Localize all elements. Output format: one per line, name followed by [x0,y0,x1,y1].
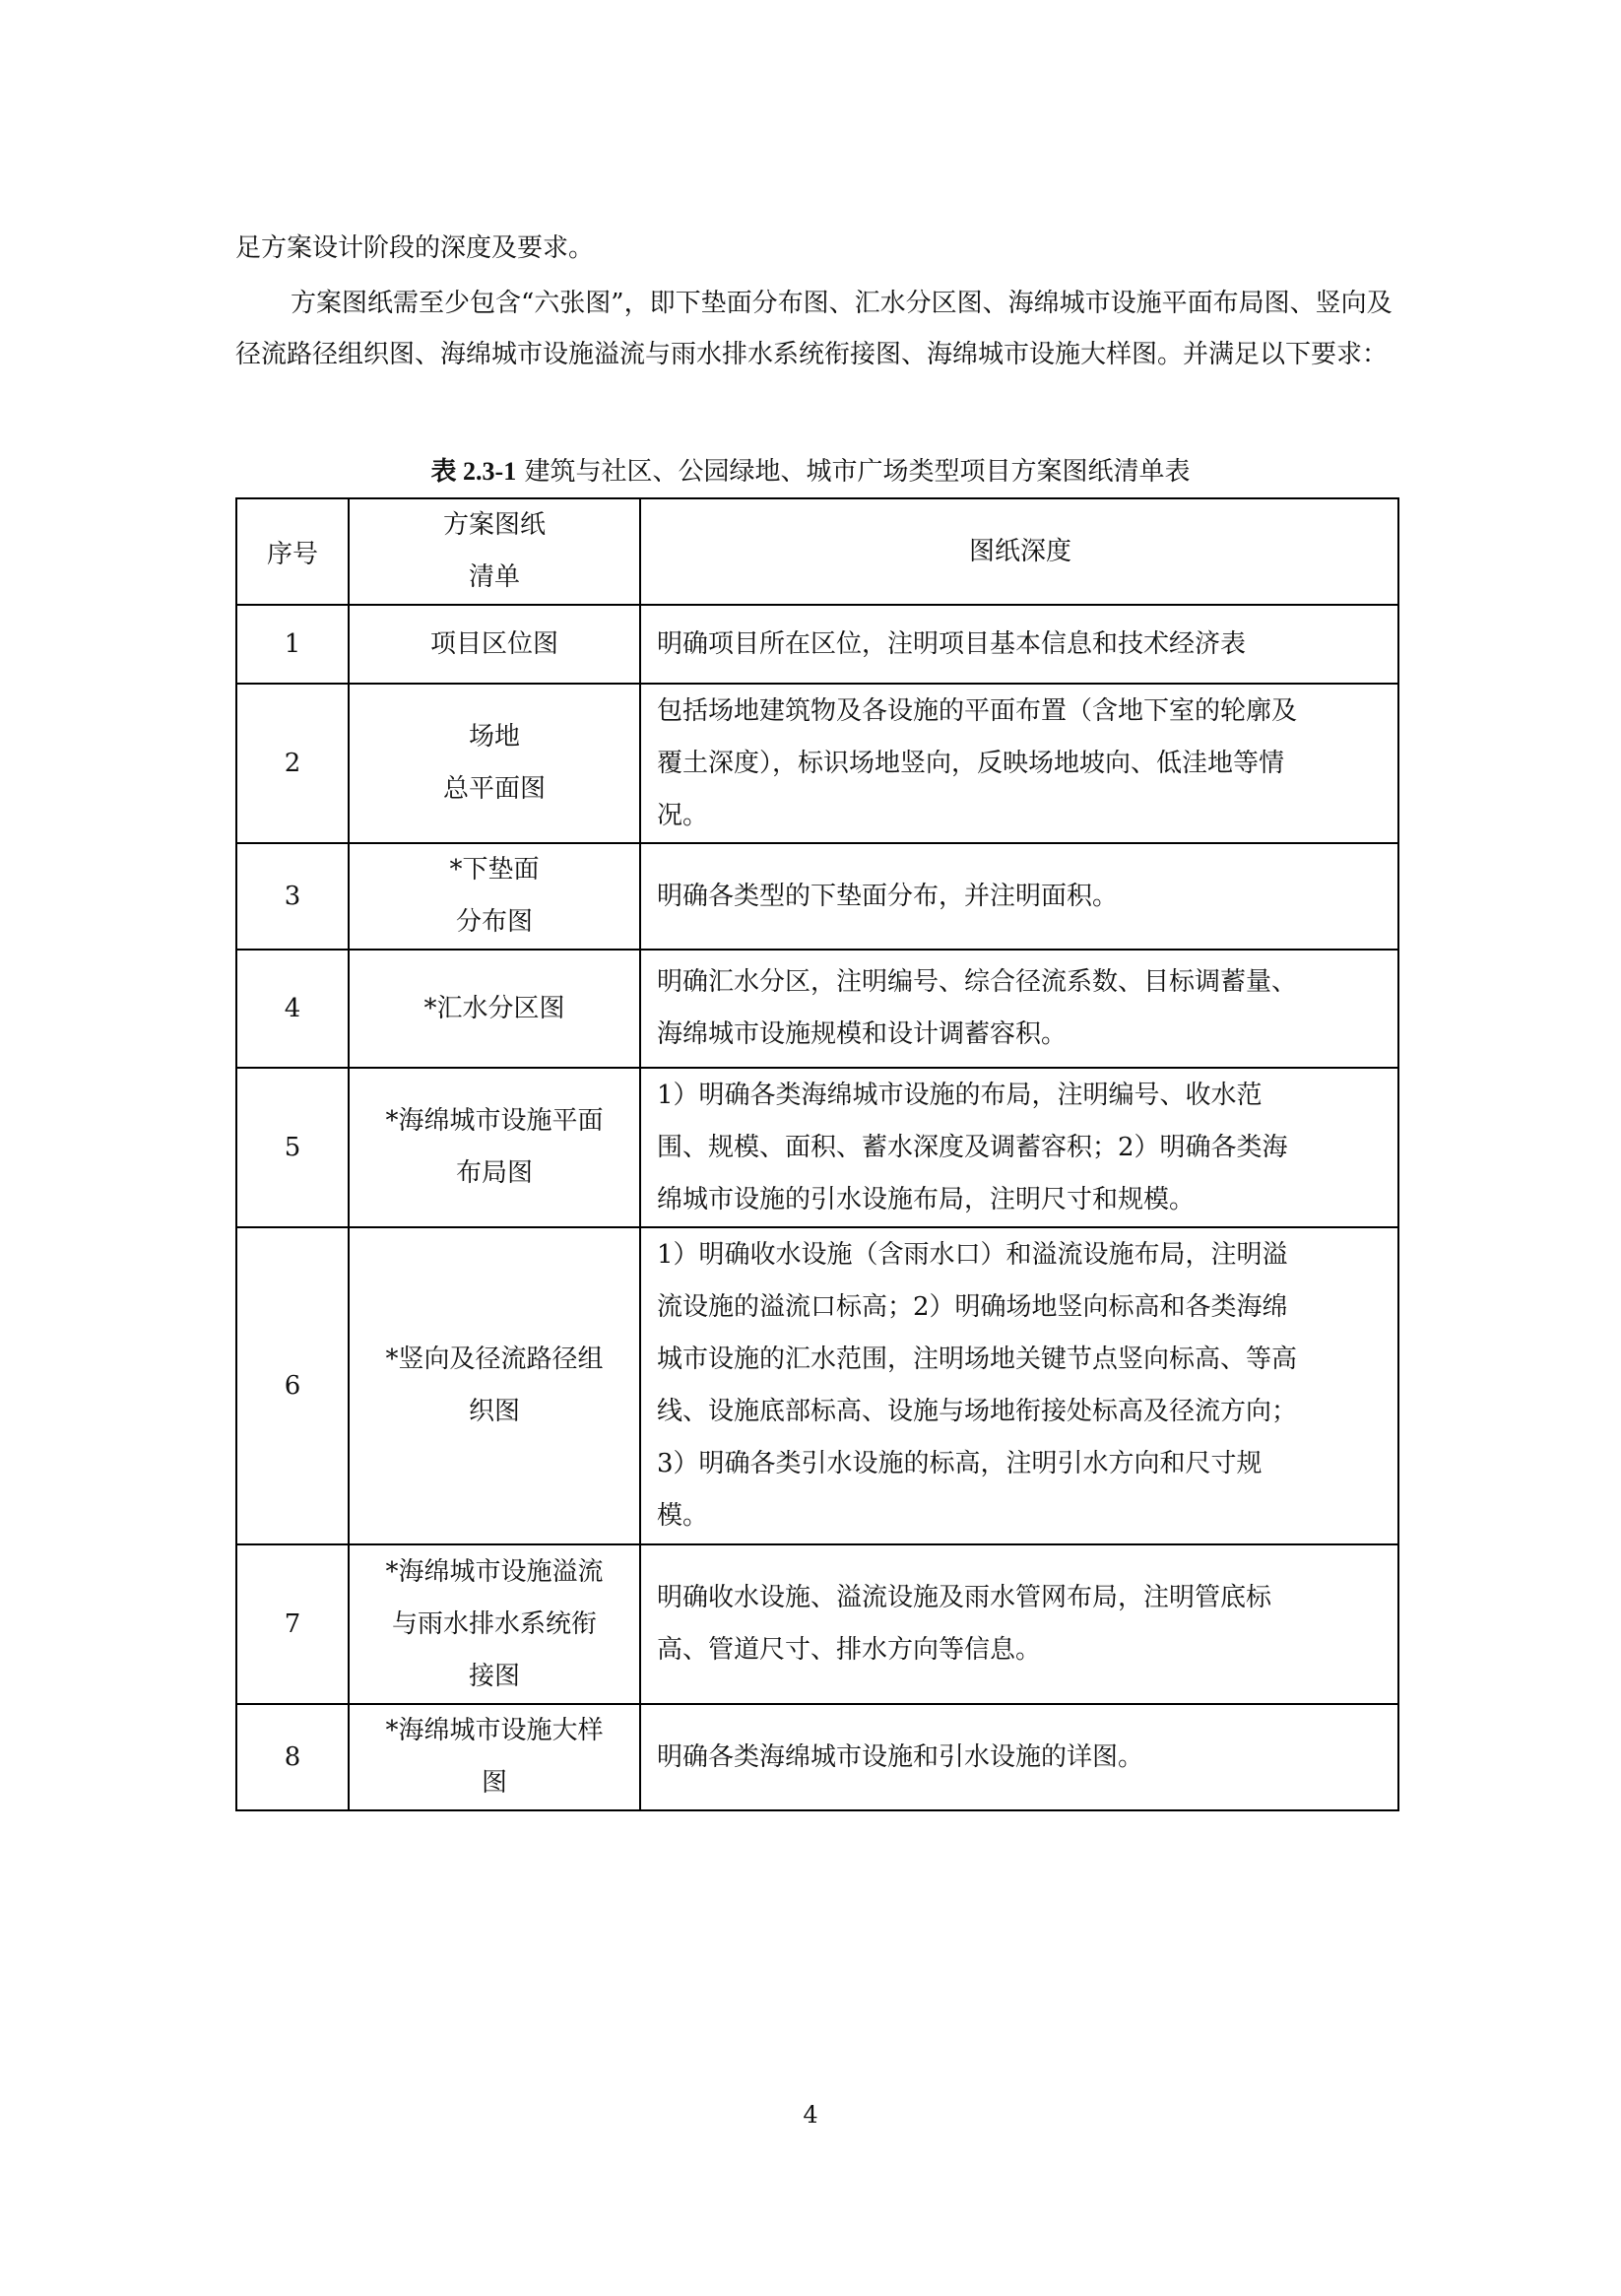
cell-drawing-name: 场地 总平面图 [349,684,640,843]
cell-drawing-depth: 包括场地建筑物及各设施的平面布置（含地下室的轮廓及 覆土深度），标识场地竖向，反映场地坡向、低洼地等情 况。 [640,684,1398,843]
cell-drawing-depth: 1）明确各类海绵城市设施的布局，注明编号、收水范 围、规模、面积、蓄水深度及调蓄容积；2）明确各类海 绵城市设施的引水设施布局，注明尺寸和规模。 [640,1068,1398,1227]
cell-drawing-name: *海绵城市设施溢流 与雨水排水系统衔 接图 [349,1544,640,1704]
table-row [236,1068,1398,1227]
paragraph-continuation: 足方案设计阶段的深度及要求。 [235,233,595,263]
cell-no: 6 [236,1227,349,1544]
cell-drawing-depth: 明确各类海绵城市设施和引水设施的详图。 [640,1704,1398,1810]
cell-drawing-name: *下垫面 分布图 [349,843,640,950]
cell-no: 2 [236,684,349,843]
cell-drawing-name: *海绵城市设施平面 布局图 [349,1068,640,1227]
table-row [236,950,1398,1068]
cell-drawing-name: *竖向及径流路径组 织图 [349,1227,640,1544]
cell-no: 4 [236,950,349,1068]
cell-drawing-name: 项目区位图 [349,605,640,684]
table-row [236,684,1398,843]
header-name: 方案图纸 清单 [349,498,640,605]
table-row [236,843,1398,950]
table-header-row [236,498,1398,605]
drawing-list-table [235,497,1399,1811]
table-row [236,1227,1398,1544]
header-no: 序号 [236,498,349,605]
header-depth: 图纸深度 [640,498,1398,605]
table-row [236,1704,1398,1810]
cell-no: 8 [236,1704,349,1810]
cell-drawing-depth: 明确项目所在区位，注明项目基本信息和技术经济表 [640,605,1398,684]
cell-drawing-depth: 明确收水设施、溢流设施及雨水管网布局，注明管底标 高、管道尺寸、排水方向等信息。 [640,1544,1398,1704]
cell-drawing-depth: 明确各类型的下垫面分布，并注明面积。 [640,843,1398,950]
paragraph-requirements: 方案图纸需至少包含“六张图”，即下垫面分布图、汇水分区图、海绵城市设施平面布局图、竖向及径流路径组织图、海绵城市设施溢流与雨水排水系统衔接图、海绵城市设施大样图。并满足以下要求： [235,289,1393,369]
cell-no: 5 [236,1068,349,1227]
table-body [236,605,1398,1810]
table-row [236,605,1398,684]
table-caption-title: 建筑与社区、公园绿地、城市广场类型项目方案图纸清单表 [516,457,1191,487]
cell-drawing-name: *海绵城市设施大样 图 [349,1704,640,1810]
cell-no: 7 [236,1544,349,1704]
table-caption-number: 表 2.3-1 [430,457,517,486]
cell-no: 3 [236,843,349,950]
table-row [236,1544,1398,1704]
cell-no: 1 [236,605,349,684]
page-number: 4 [803,2101,818,2129]
cell-drawing-depth: 明确汇水分区，注明编号、综合径流系数、目标调蓄量、 海绵城市设施规模和设计调蓄容积。 [640,950,1398,1068]
cell-drawing-name: *汇水分区图 [349,950,640,1068]
table-caption [0,451,1621,488]
cell-drawing-depth: 1）明确收水设施（含雨水口）和溢流设施布局，注明溢 流设施的溢流口标高；2）明确场地竖向标高和各类海绵 城市设施的汇水范围，注明场地关键节点竖向标高、等高 线、设施底部标高、设施与场地衔接处标高及径流方向； 3）明确各类引水设施的标高，注明引水方向和尺寸规 模。 [640,1227,1398,1544]
